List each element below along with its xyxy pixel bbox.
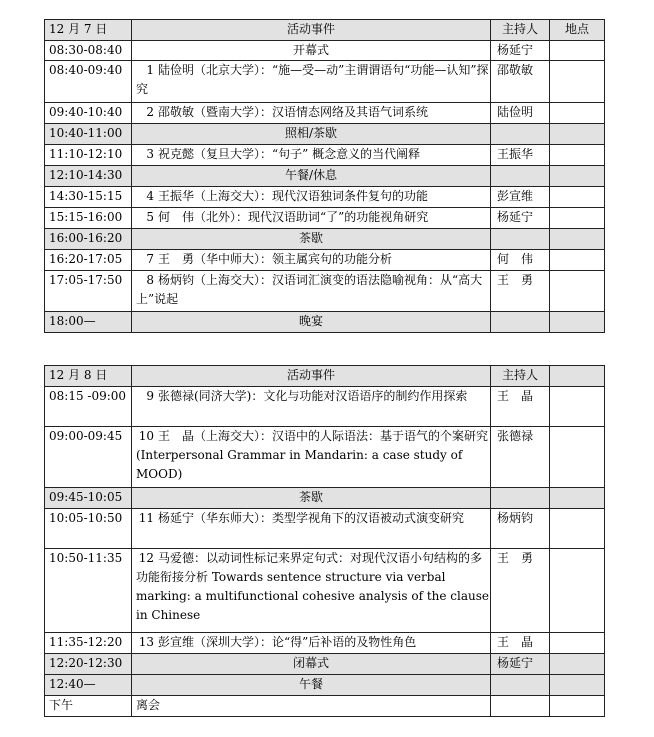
place-cell: [550, 312, 605, 333]
time-cell: 10:40-11:00: [45, 124, 132, 145]
time-cell: 08:30-08:40: [45, 41, 132, 61]
time-cell: 下午: [45, 696, 132, 717]
event-cell: [132, 124, 491, 145]
time-cell: 10:50-11:35: [45, 549, 132, 633]
event-text: 王振华（上海交大）：现代汉语独词条件复句的功能: [158, 189, 429, 203]
schedule-row: [45, 488, 605, 509]
place-cell: [550, 166, 605, 187]
schedule-row: [45, 633, 605, 654]
time-cell: 12:10-14:30: [45, 166, 132, 187]
schedule-row: [45, 166, 605, 187]
event-text: 彭宣维（深圳大学）：论“得”后补语的及物性角色: [158, 635, 417, 649]
time-cell: 14:30-15:15: [45, 187, 132, 208]
event-cell: [132, 427, 491, 488]
event-text: 茶歇: [298, 490, 323, 504]
talk-number: 1: [146, 63, 154, 77]
schedule-row: [45, 509, 605, 549]
schedule-table-day1: [44, 19, 605, 333]
talk-number: 13: [138, 635, 154, 649]
time-cell: 15:15-16:00: [45, 208, 132, 229]
schedule-row: [45, 187, 605, 208]
header-blank: [550, 366, 605, 387]
event-text: 陆俭明（北京大学）：“施—受—动”主谓谓语句“功能—认知”探究: [136, 63, 489, 96]
place-cell: [550, 41, 605, 61]
place-cell: [550, 124, 605, 145]
time-cell: 08:15 -09:00: [45, 387, 132, 427]
event-text: 闭幕式: [292, 656, 329, 670]
time-cell: 12:40—: [45, 675, 132, 696]
place-cell: [550, 271, 605, 312]
time-cell: 12:20-12:30: [45, 654, 132, 675]
time-cell: 08:40-09:40: [45, 61, 132, 103]
event-cell: [132, 187, 491, 208]
host-cell: 王 晶: [491, 633, 550, 654]
event-text: 马爱德：以动词性标记来界定句式：对现代汉语小句结构的多功能衔接分析 Towards sentence structure via verbal marking: a multifunctional cohesive analysis of the clause in Chinese: [136, 551, 489, 622]
place-cell: [550, 250, 605, 271]
host-cell: 邵敬敏: [491, 61, 550, 103]
event-cell: [132, 654, 491, 675]
place-cell: [550, 654, 605, 675]
time-cell: 17:05-17:50: [45, 271, 132, 312]
event-cell: [132, 166, 491, 187]
host-cell: 杨延宁: [491, 208, 550, 229]
host-cell: 杨炳钧: [491, 509, 550, 549]
schedule-row: [45, 427, 605, 488]
header-event: 活动事件: [132, 366, 491, 387]
place-cell: [550, 145, 605, 166]
schedule-table-day2: [44, 365, 605, 717]
schedule-row: [45, 124, 605, 145]
schedule-row: [45, 675, 605, 696]
host-cell: 王 晶: [491, 387, 550, 427]
talk-number: 5: [146, 210, 154, 224]
time-cell: 11:35-12:20: [45, 633, 132, 654]
host-cell: [491, 312, 550, 333]
place-cell: [550, 509, 605, 549]
host-cell: [491, 229, 550, 250]
event-text: 张德禄(同济大学)：文化与功能对汉语语序的制约作用探索: [158, 389, 468, 403]
host-cell: [491, 166, 550, 187]
host-cell: 彭宣维: [491, 187, 550, 208]
event-text: 离会: [136, 698, 161, 712]
schedule-row: [45, 61, 605, 103]
time-cell: 09:00-09:45: [45, 427, 132, 488]
host-cell: 王 勇: [491, 271, 550, 312]
place-cell: [550, 488, 605, 509]
host-cell: 何 伟: [491, 250, 550, 271]
host-cell: 王振华: [491, 145, 550, 166]
schedule-row: [45, 387, 605, 427]
time-cell: 16:20-17:05: [45, 250, 132, 271]
host-cell: 陆俭明: [491, 103, 550, 124]
header-place: 地点: [550, 20, 605, 41]
talk-number: 11: [138, 511, 154, 525]
talk-number: 8: [146, 273, 154, 287]
host-cell: 王 勇: [491, 549, 550, 633]
talk-number: 9: [146, 389, 154, 403]
place-cell: [550, 103, 605, 124]
event-text: 照相/茶歇: [284, 126, 338, 140]
event-text: 茶歇: [298, 231, 323, 245]
schedule-row: [45, 312, 605, 333]
schedule-row: [45, 41, 605, 61]
event-cell: [132, 229, 491, 250]
event-cell: [132, 61, 491, 103]
event-cell: [132, 488, 491, 509]
talk-number: 10: [138, 429, 154, 443]
host-cell: 张德禄: [491, 427, 550, 488]
schedule-row: [45, 103, 605, 124]
place-cell: [550, 427, 605, 488]
place-cell: [550, 229, 605, 250]
talk-number: 2: [146, 105, 154, 119]
event-cell: [132, 549, 491, 633]
event-text: 何 伟（北外）：现代汉语助词“了”的功能视角研究: [158, 210, 429, 224]
place-cell: [550, 696, 605, 717]
event-text: 杨延宁（华东师大）：类型学视角下的汉语被动式演变研究: [158, 511, 465, 525]
event-cell: [132, 675, 491, 696]
host-cell: [491, 675, 550, 696]
place-cell: [550, 633, 605, 654]
event-cell: [132, 41, 491, 61]
time-cell: 09:40-10:40: [45, 103, 132, 124]
event-cell: [132, 387, 491, 427]
schedule-row: [45, 271, 605, 312]
event-cell: [132, 509, 491, 549]
time-cell: 16:00-16:20: [45, 229, 132, 250]
event-cell: [132, 271, 491, 312]
talk-number: 7: [146, 252, 154, 266]
event-text: 午餐/休息: [284, 168, 338, 182]
schedule-row: [45, 696, 605, 717]
time-cell: 11:10-12:10: [45, 145, 132, 166]
schedule-row: [45, 549, 605, 633]
host-cell: 杨延宁: [491, 41, 550, 61]
event-cell: [132, 696, 491, 717]
place-cell: [550, 549, 605, 633]
event-cell: [132, 208, 491, 229]
talk-number: 3: [146, 147, 154, 161]
host-cell: [491, 488, 550, 509]
event-text: 祝克懿（复旦大学）：“句子” 概念意义的当代阐释: [158, 147, 421, 161]
place-cell: [550, 387, 605, 427]
time-cell: 09:45-10:05: [45, 488, 132, 509]
host-cell: 杨延宁: [491, 654, 550, 675]
time-cell: 18:00—: [45, 312, 132, 333]
schedule-row: [45, 229, 605, 250]
schedule-row: [45, 654, 605, 675]
place-cell: [550, 187, 605, 208]
event-text: 杨炳钧（上海交大）：汉语词汇演变的语法隐喻视角：从“高大上”说起: [136, 273, 483, 306]
event-cell: [132, 250, 491, 271]
header-host: 主持人: [491, 366, 550, 387]
header-date: 12 月 7 日: [45, 20, 132, 41]
event-cell: [132, 103, 491, 124]
header-host: 主持人: [491, 20, 550, 41]
event-text: 王 勇（华中师大）：领主属宾句的功能分析: [158, 252, 393, 266]
event-cell: [132, 633, 491, 654]
event-text: 晚宴: [298, 314, 323, 328]
header-row: [45, 20, 605, 41]
time-cell: 10:05-10:50: [45, 509, 132, 549]
place-cell: [550, 208, 605, 229]
talk-number: 4: [146, 189, 154, 203]
place-cell: [550, 61, 605, 103]
schedule-row: [45, 250, 605, 271]
header-date: 12 月 8 日: [45, 366, 132, 387]
schedule-row: [45, 145, 605, 166]
host-cell: [491, 696, 550, 717]
event-text: 午餐: [298, 677, 323, 691]
event-text: 邵敬敏（暨南大学）：汉语情态网络及其语气词系统: [158, 105, 429, 119]
event-text: 王 晶（上海交大）：汉语中的人际语法：基于语气的个案研究(Interpersonal Grammar in Mandarin: a case study of MOOD): [136, 429, 489, 481]
event-cell: [132, 145, 491, 166]
schedule-row: [45, 208, 605, 229]
host-cell: [491, 124, 550, 145]
place-cell: [550, 675, 605, 696]
header-row: [45, 366, 605, 387]
header-event: 活动事件: [132, 20, 491, 41]
event-text: 开幕式: [292, 43, 329, 57]
event-cell: [132, 312, 491, 333]
talk-number: 12: [138, 551, 154, 565]
